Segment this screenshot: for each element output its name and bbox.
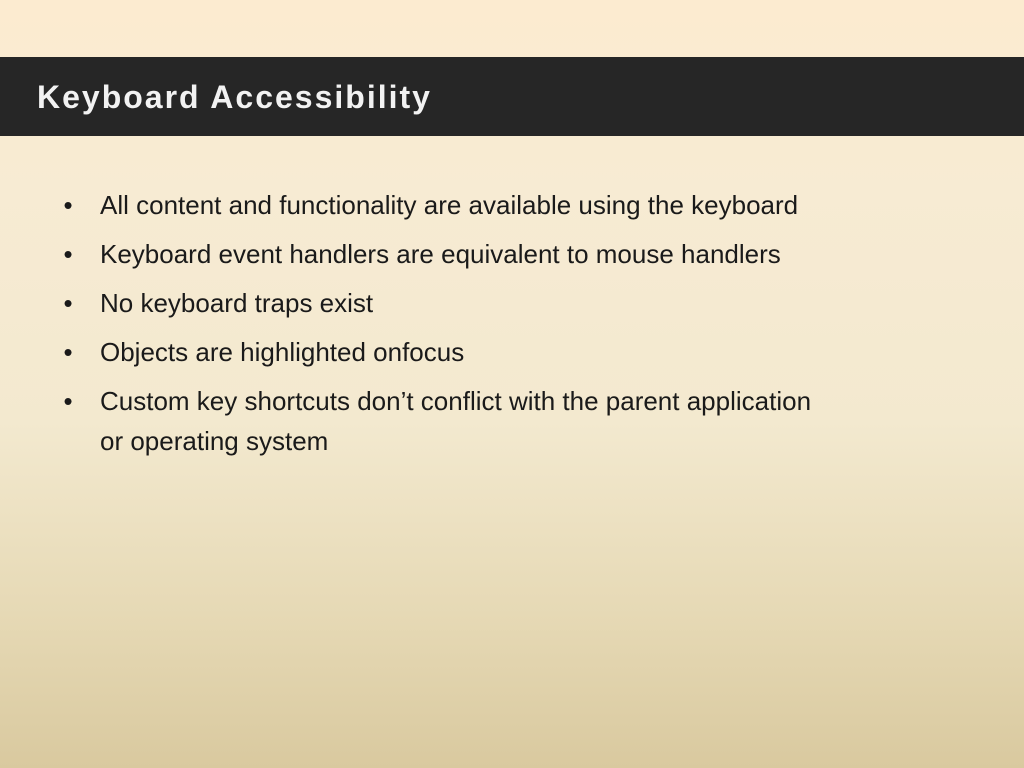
bullet-text: All content and functionality are available using the keyboard bbox=[100, 190, 799, 220]
bullet-text: Keyboard event handlers are equivalent to mouse handlers bbox=[100, 239, 781, 269]
slide-title: Keyboard Accessibility bbox=[37, 79, 432, 115]
bullet-text: Custom key shortcuts don’t conflict with the parent application or operating system bbox=[100, 386, 812, 456]
bullet-item bbox=[60, 283, 960, 323]
bullet-item bbox=[60, 234, 960, 274]
bullet-icon: • bbox=[63, 386, 73, 416]
bullet-icon: • bbox=[63, 337, 73, 367]
title-bar bbox=[0, 57, 1024, 136]
bullet-text: No keyboard traps exist bbox=[100, 288, 374, 318]
bullet-list bbox=[60, 185, 960, 470]
bullet-icon: • bbox=[63, 190, 73, 220]
bullet-item bbox=[60, 332, 960, 372]
bullet-icon: • bbox=[63, 239, 73, 269]
bullet-item bbox=[60, 381, 960, 461]
bullet-text: Objects are highlighted onfocus bbox=[100, 337, 465, 367]
bullet-icon: • bbox=[63, 288, 73, 318]
bullet-item bbox=[60, 185, 960, 225]
